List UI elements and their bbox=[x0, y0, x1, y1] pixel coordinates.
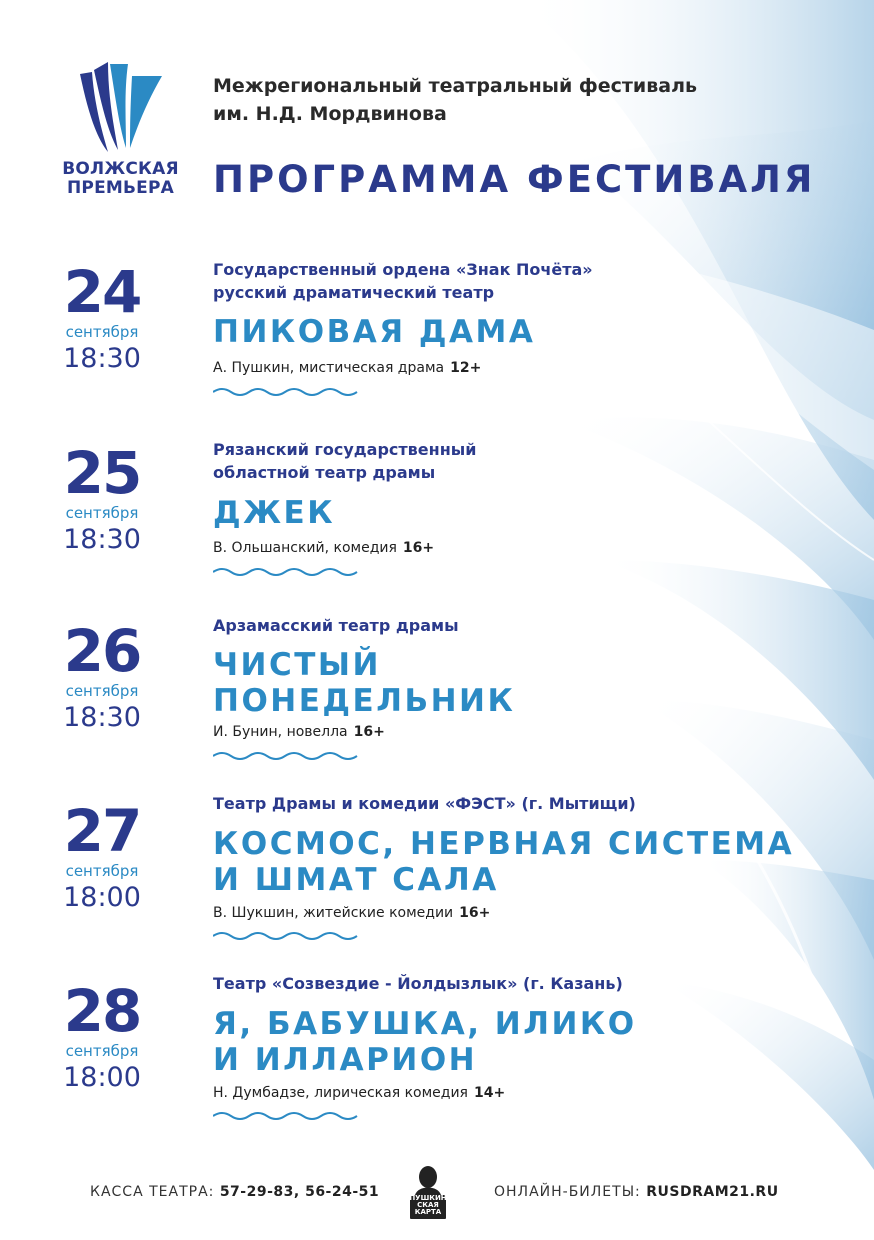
play-line-1: ЧИСТЫЙ bbox=[213, 647, 381, 683]
theatre-line-1: Государственный ордена «Знак Почёта» bbox=[213, 260, 593, 279]
event-date bbox=[52, 439, 152, 557]
event-month: сентября bbox=[65, 323, 139, 341]
logo-line-1: ВОЛЖСКАЯ bbox=[62, 159, 179, 179]
box-office-label: КАССА ТЕАТРА: bbox=[90, 1184, 215, 1200]
theatre-line-1: Театр «Созвездие - Йолдызлык» (г. Казань) bbox=[213, 974, 623, 993]
event-time: 18:30 bbox=[63, 702, 141, 733]
event-author-genre: А. Пушкин, мистическая драма bbox=[213, 360, 445, 376]
event-theatre bbox=[213, 258, 773, 304]
wave-divider bbox=[213, 1110, 359, 1122]
event-info bbox=[213, 359, 813, 377]
age-rating: 16+ bbox=[459, 905, 491, 921]
pushkin-line-2: СКАЯ bbox=[417, 1201, 439, 1209]
event-author-genre: В. Ольшанский, комедия bbox=[213, 540, 397, 556]
logo-text bbox=[58, 160, 183, 198]
wave-divider bbox=[213, 930, 359, 942]
event-play-title bbox=[213, 495, 853, 531]
event-time: 18:00 bbox=[63, 1062, 141, 1093]
theatre-line-1: Арзамасский театр драмы bbox=[213, 616, 459, 635]
event-date bbox=[52, 797, 152, 915]
event-info bbox=[213, 1084, 813, 1102]
event-theatre bbox=[213, 792, 773, 815]
event-info bbox=[213, 904, 813, 922]
age-rating: 12+ bbox=[450, 360, 482, 376]
theatre-line-2: областной театр драмы bbox=[213, 463, 436, 482]
age-rating: 14+ bbox=[473, 1085, 506, 1101]
event-play-title bbox=[213, 826, 853, 898]
event-day: 26 bbox=[63, 617, 141, 685]
age-rating: 16+ bbox=[353, 724, 385, 740]
pushkin-line-3: КАРТА bbox=[414, 1208, 442, 1216]
subtitle-line-1: Межрегиональный театральный фестиваль bbox=[213, 75, 698, 97]
event-time: 18:30 bbox=[63, 343, 141, 374]
pushkin-card-label bbox=[398, 1195, 458, 1216]
event-month: сентября bbox=[65, 862, 139, 880]
wave-divider bbox=[213, 750, 359, 762]
theatre-line-2: русский драматический театр bbox=[213, 283, 495, 302]
event-theatre bbox=[213, 972, 773, 995]
event-theatre bbox=[213, 614, 773, 637]
event-month: сентября bbox=[65, 682, 139, 700]
event-play-title bbox=[213, 647, 853, 719]
play-line-1: ПИКОВАЯ ДАМА bbox=[213, 314, 536, 350]
subtitle-line-2: им. Н.Д. Мордвинова bbox=[213, 103, 447, 125]
play-line-2: ПОНЕДЕЛЬНИК bbox=[213, 683, 516, 719]
event-month: сентября bbox=[65, 504, 139, 522]
wave-divider bbox=[213, 566, 359, 578]
event-month: сентября bbox=[65, 1042, 139, 1060]
event-play-title bbox=[213, 314, 853, 350]
box-office bbox=[90, 1184, 379, 1200]
play-line-2: И ИЛЛАРИОН bbox=[213, 1042, 478, 1078]
box-office-phones: 57-29-83, 56-24-51 bbox=[219, 1184, 380, 1200]
event-date bbox=[52, 977, 152, 1095]
pushkin-line-1: ПУШКИН bbox=[409, 1194, 447, 1202]
event-time: 18:30 bbox=[63, 524, 141, 555]
event-date bbox=[52, 617, 152, 735]
event-day: 28 bbox=[63, 977, 141, 1045]
page-title: ПРОГРАММА ФЕСТИВАЛЯ bbox=[213, 158, 816, 201]
festival-subtitle bbox=[213, 72, 833, 128]
event-theatre bbox=[213, 438, 773, 484]
online-tickets-site[interactable]: RUSDRAM21.RU bbox=[646, 1184, 779, 1200]
event-author-genre: Н. Думбадзе, лирическая комедия bbox=[213, 1085, 468, 1101]
wave-divider bbox=[213, 386, 359, 398]
event-day: 24 bbox=[63, 258, 141, 326]
event-info bbox=[213, 723, 813, 741]
logo-line-2: ПРЕМЬЕРА bbox=[66, 178, 174, 198]
play-line-1: ДЖЕК bbox=[213, 495, 336, 531]
event-info bbox=[213, 539, 813, 557]
event-day: 27 bbox=[63, 797, 141, 865]
event-author-genre: В. Шукшин, житейские комедии bbox=[213, 905, 454, 921]
play-line-1: КОСМОС, НЕРВНАЯ СИСТЕМА bbox=[213, 826, 795, 862]
online-tickets bbox=[494, 1184, 779, 1200]
play-line-1: Я, БАБУШКА, ИЛИКО bbox=[213, 1006, 637, 1042]
theatre-line-1: Рязанский государственный bbox=[213, 440, 477, 459]
theatre-line-1: Театр Драмы и комедии «ФЭСТ» (г. Мытищи) bbox=[213, 794, 636, 813]
play-line-2: И ШМАТ САЛА bbox=[213, 862, 499, 898]
event-author-genre: И. Бунин, новелла bbox=[213, 724, 348, 740]
online-tickets-label: ОНЛАЙН-БИЛЕТЫ: bbox=[494, 1184, 641, 1200]
event-date bbox=[52, 258, 152, 376]
event-time: 18:00 bbox=[63, 882, 141, 913]
event-day: 25 bbox=[63, 439, 141, 507]
age-rating: 16+ bbox=[402, 540, 435, 556]
event-play-title bbox=[213, 1006, 853, 1078]
